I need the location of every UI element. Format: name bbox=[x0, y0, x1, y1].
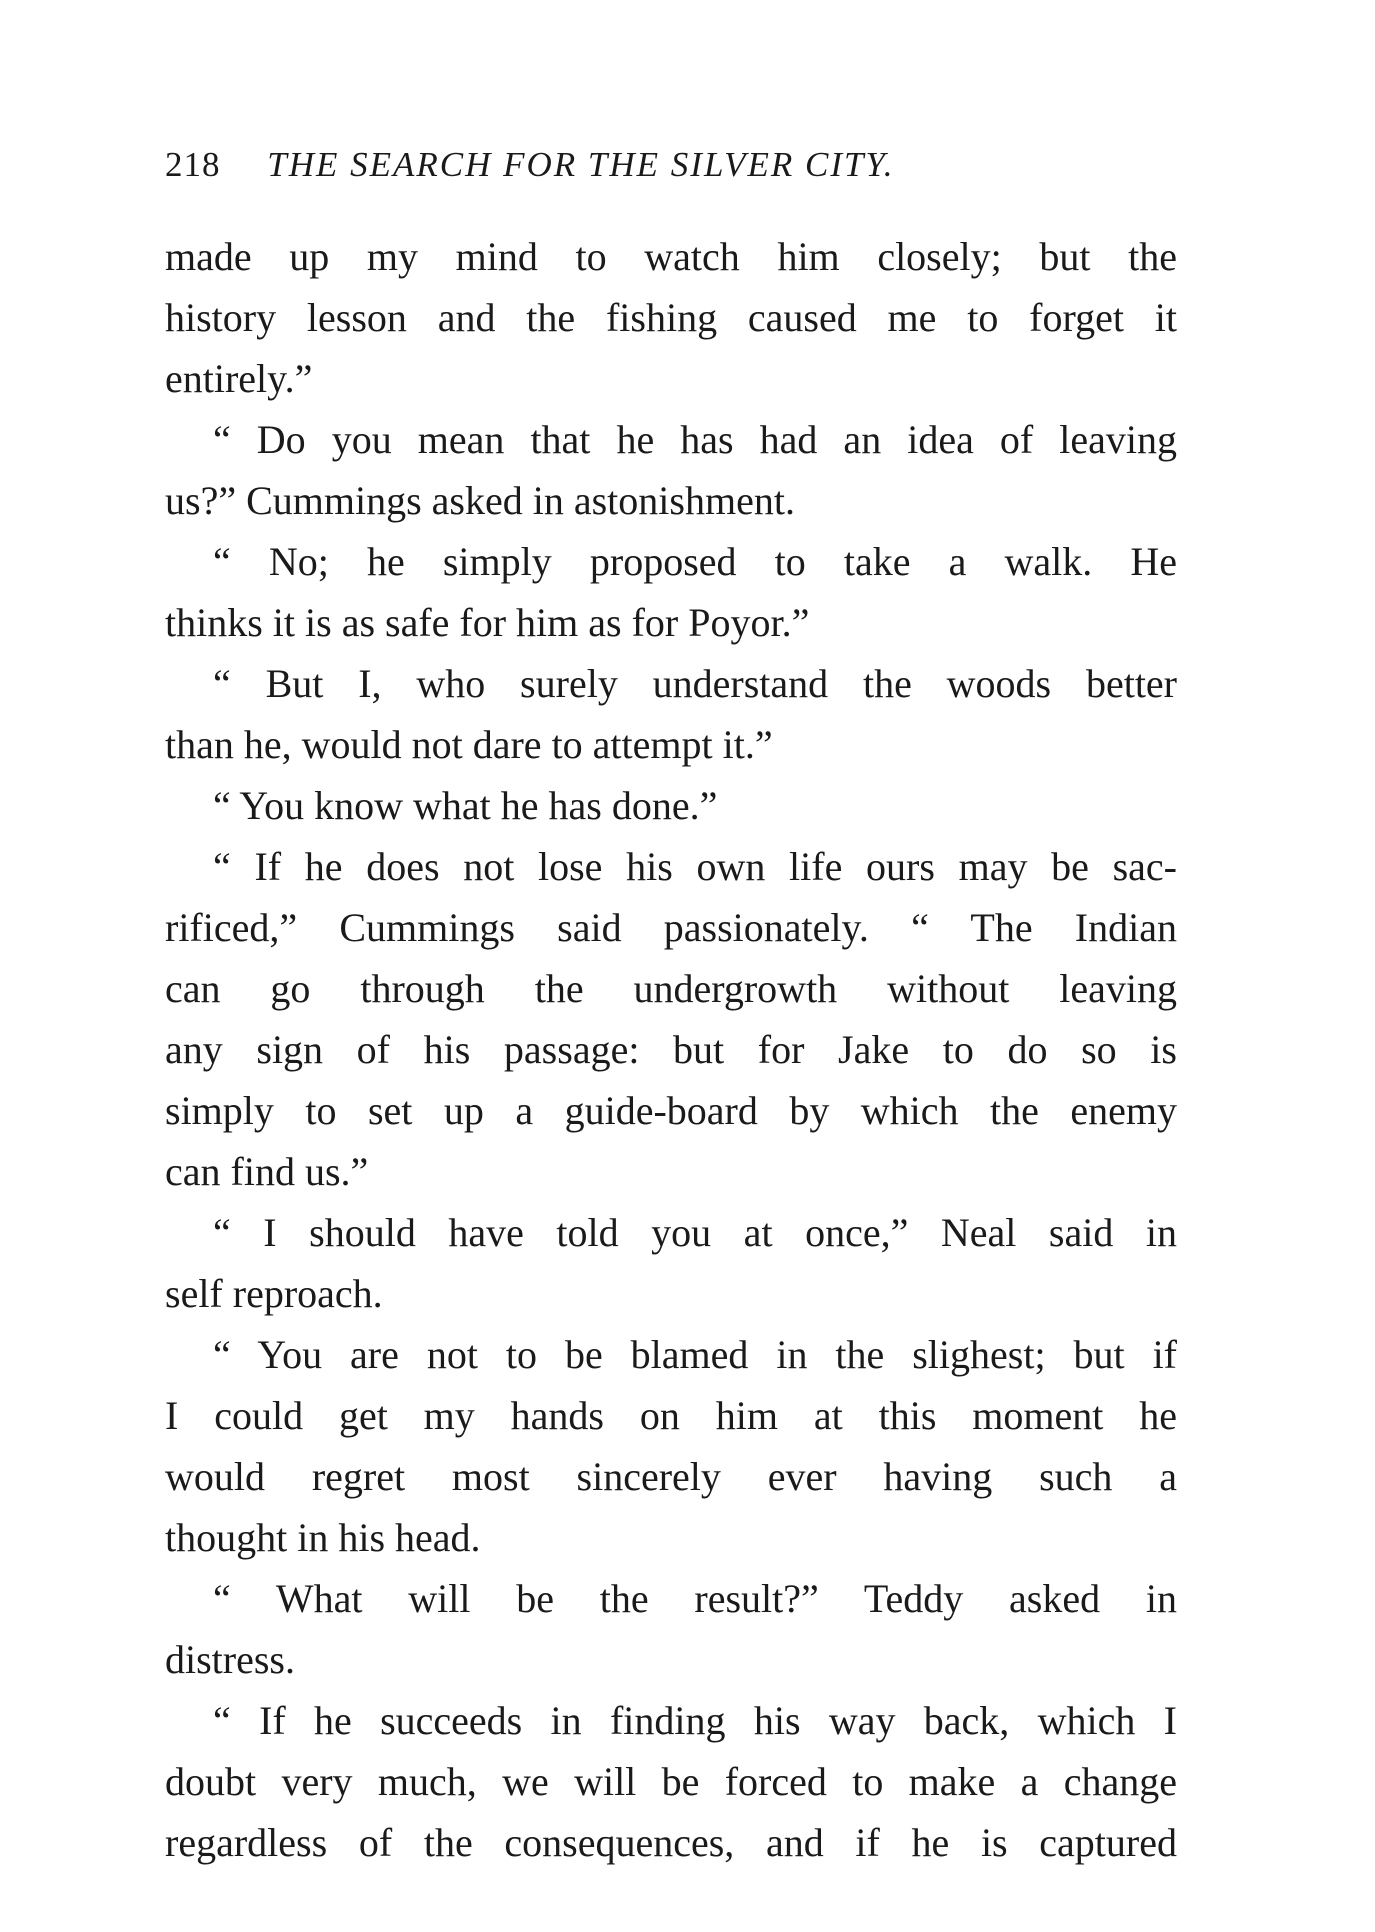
text-line: can find us.” bbox=[165, 1149, 369, 1194]
body-text bbox=[165, 226, 1177, 1873]
text-line: made up my mind to watch him closely; but the bbox=[165, 234, 1177, 279]
running-title: THE SEARCH FOR THE SILVER CITY. bbox=[267, 145, 895, 184]
text-line: thought in his head. bbox=[165, 1515, 481, 1560]
text-line: “ You know what he has done.” bbox=[213, 783, 718, 828]
text-line: simply to set up a guide-board by which the enemy bbox=[165, 1088, 1177, 1133]
text-line: “ No; he simply proposed to take a walk. He bbox=[213, 539, 1177, 584]
text-line: can go through the undergrowth without leaving bbox=[165, 966, 1177, 1011]
text-line: rificed,” Cummings said passionately. “ The Indian bbox=[165, 905, 1177, 950]
text-line: “ If he succeeds in finding his way back, which I bbox=[213, 1698, 1177, 1743]
page-header bbox=[165, 140, 1185, 190]
text-line: “ What will be the result?” Teddy asked in bbox=[213, 1576, 1177, 1621]
text-line: history lesson and the fishing caused me to forget it bbox=[165, 295, 1177, 340]
text-line: I could get my hands on him at this moment he bbox=[165, 1393, 1177, 1438]
text-line: thinks it is as safe for him as for Poyor.” bbox=[165, 600, 810, 645]
text-line: “ If he does not lose his own life ours may be sac- bbox=[213, 844, 1177, 889]
text-line: regardless of the consequences, and if he is captured bbox=[165, 1820, 1177, 1865]
text-line: entirely.” bbox=[165, 356, 313, 401]
text-line: than he, would not dare to attempt it.” bbox=[165, 722, 773, 767]
text-line: any sign of his passage: but for Jake to do so is bbox=[165, 1027, 1177, 1072]
text-line: distress. bbox=[165, 1637, 295, 1682]
text-line: would regret most sincerely ever having such a bbox=[165, 1454, 1177, 1499]
text-line: “ But I, who surely understand the woods better bbox=[213, 661, 1177, 706]
page-number: 218 bbox=[165, 145, 221, 184]
text-line: doubt very much, we will be forced to make a change bbox=[165, 1759, 1177, 1804]
text-line: “ I should have told you at once,” Neal said in bbox=[213, 1210, 1177, 1255]
text-line: us?” Cummings asked in astonishment. bbox=[165, 478, 795, 523]
text-line: “ Do you mean that he has had an idea of leaving bbox=[213, 417, 1177, 462]
text-line: self reproach. bbox=[165, 1271, 383, 1316]
text-line: “ You are not to be blamed in the slighest; but if bbox=[213, 1332, 1177, 1377]
